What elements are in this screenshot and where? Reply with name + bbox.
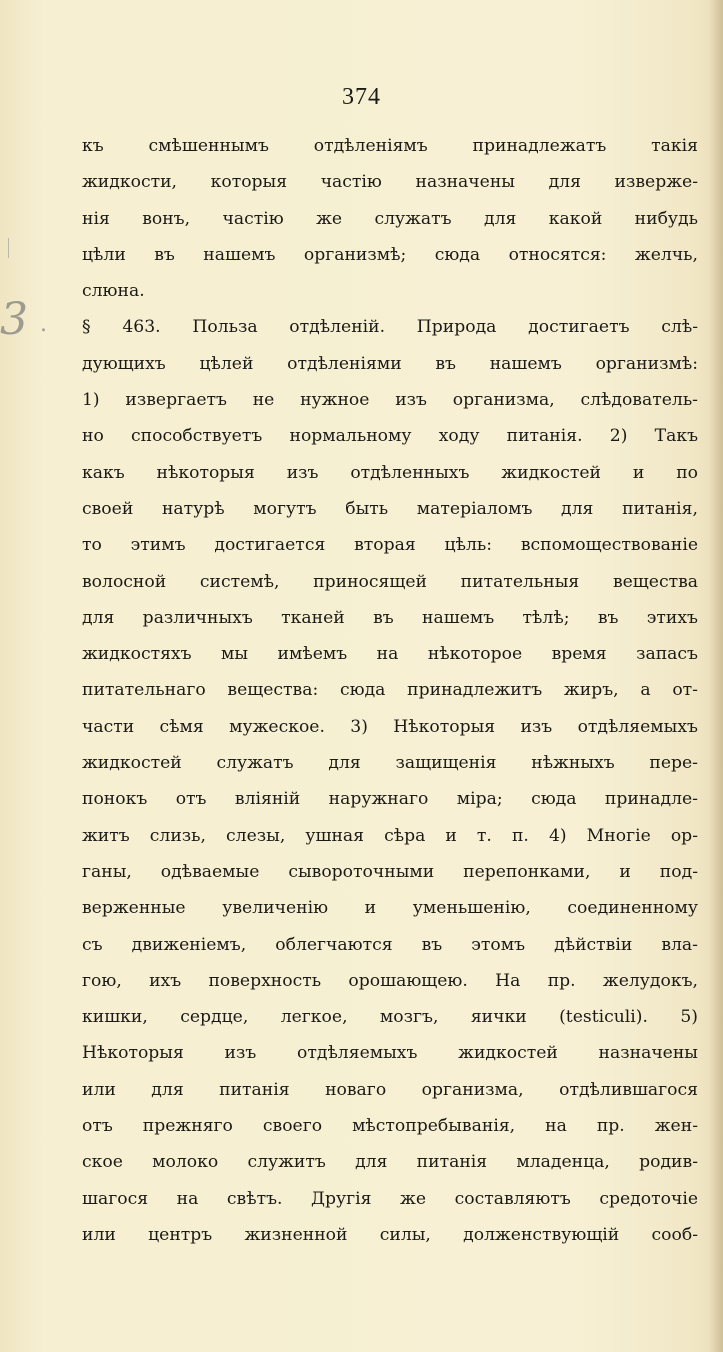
text-line: верженные увеличенію и уменьшенію, соединенному: [82, 898, 698, 919]
text-line: то этимъ достигается вторая цѣль: вспомоществованіе: [82, 535, 698, 556]
text-line: ганы, одѣваемые сывороточными перепонками, и под-: [82, 861, 698, 882]
text-line: ское молоко служитъ для питанія младенца, родив-: [82, 1152, 698, 1173]
text-line: жидкостей служатъ для защищенія нѣжныхъ пере-: [82, 753, 698, 774]
margin-tick: [8, 238, 9, 258]
text-line: къ смѣшеннымъ отдѣленіямъ принадлежатъ такія: [82, 136, 698, 156]
text-line: жидкости, которыя частію назначены для изверже-: [82, 172, 698, 193]
text-line: дующихъ цѣлей отдѣленіями въ нашемъ организмѣ:: [82, 353, 698, 374]
text-line: какъ нѣкоторыя изъ отдѣленныхъ жидкостей и по: [82, 462, 698, 483]
text-line: § 463. Польза отдѣленій. Природа достигаетъ слѣ-: [82, 317, 698, 338]
page-number: 374: [342, 84, 381, 110]
text-line: нія вонъ, частію же служатъ для какой нибудь: [82, 208, 698, 229]
text-line: части сѣмя мужеское. 3) Нѣкоторыя изъ отдѣляемыхъ: [82, 716, 698, 737]
text-line: житъ слизь, слезы, ушная сѣра и т. п. 4) Многіе ор-: [82, 825, 698, 846]
text-line: цѣли въ нашемъ организмѣ; сюда относятся: желчь,: [82, 244, 698, 265]
page-edge-shadow: [709, 0, 723, 1352]
margin-handwritten-mark: 3: [0, 294, 28, 345]
body-text: [82, 128, 698, 1253]
text-line: для различныхъ тканей въ нашемъ тѣлѣ; въ этихъ: [82, 607, 698, 628]
text-line: или центръ жизненной силы, долженствующій сооб-: [82, 1224, 698, 1245]
text-line: Нѣкоторыя изъ отдѣляемыхъ жидкостей назначены: [82, 1043, 698, 1064]
text-line: кишки, сердце, легкое, мозгъ, яички (testiculi). 5): [82, 1007, 698, 1028]
text-line: шагося на свѣтъ. Другія же составляютъ средоточіе: [82, 1188, 698, 1209]
text-line: питательнаго вещества: сюда принадлежитъ жиръ, а от-: [82, 680, 698, 701]
text-line: слюна.: [82, 281, 145, 302]
text-line: жидкостяхъ мы имѣемъ на нѣкоторое время запасъ: [82, 644, 698, 665]
text-line: отъ прежняго своего мѣстопребыванія, на пр. жен-: [82, 1116, 698, 1137]
text-line: гою, ихъ поверхность орошающею. На пр. желудокъ,: [82, 970, 698, 991]
text-line: съ движеніемъ, облегчаются въ этомъ дѣйствіи вла-: [82, 934, 698, 955]
margin-handwritten-dot: .: [40, 312, 47, 337]
text-line: 1) извергаетъ не нужное изъ организма, слѣдователь-: [82, 390, 698, 411]
text-line: или для питанія новаго организма, отдѣлившагося: [82, 1079, 698, 1100]
text-line: но способствуетъ нормальному ходу питанія. 2) Такъ: [82, 426, 698, 447]
text-line: своей натурѣ могутъ быть матеріаломъ для питанія,: [82, 498, 698, 519]
text-line: волосной системѣ, приносящей питательныя вещества: [82, 571, 698, 592]
text-line: понокъ отъ вліяній наружнаго міра; сюда принадле-: [82, 789, 698, 810]
